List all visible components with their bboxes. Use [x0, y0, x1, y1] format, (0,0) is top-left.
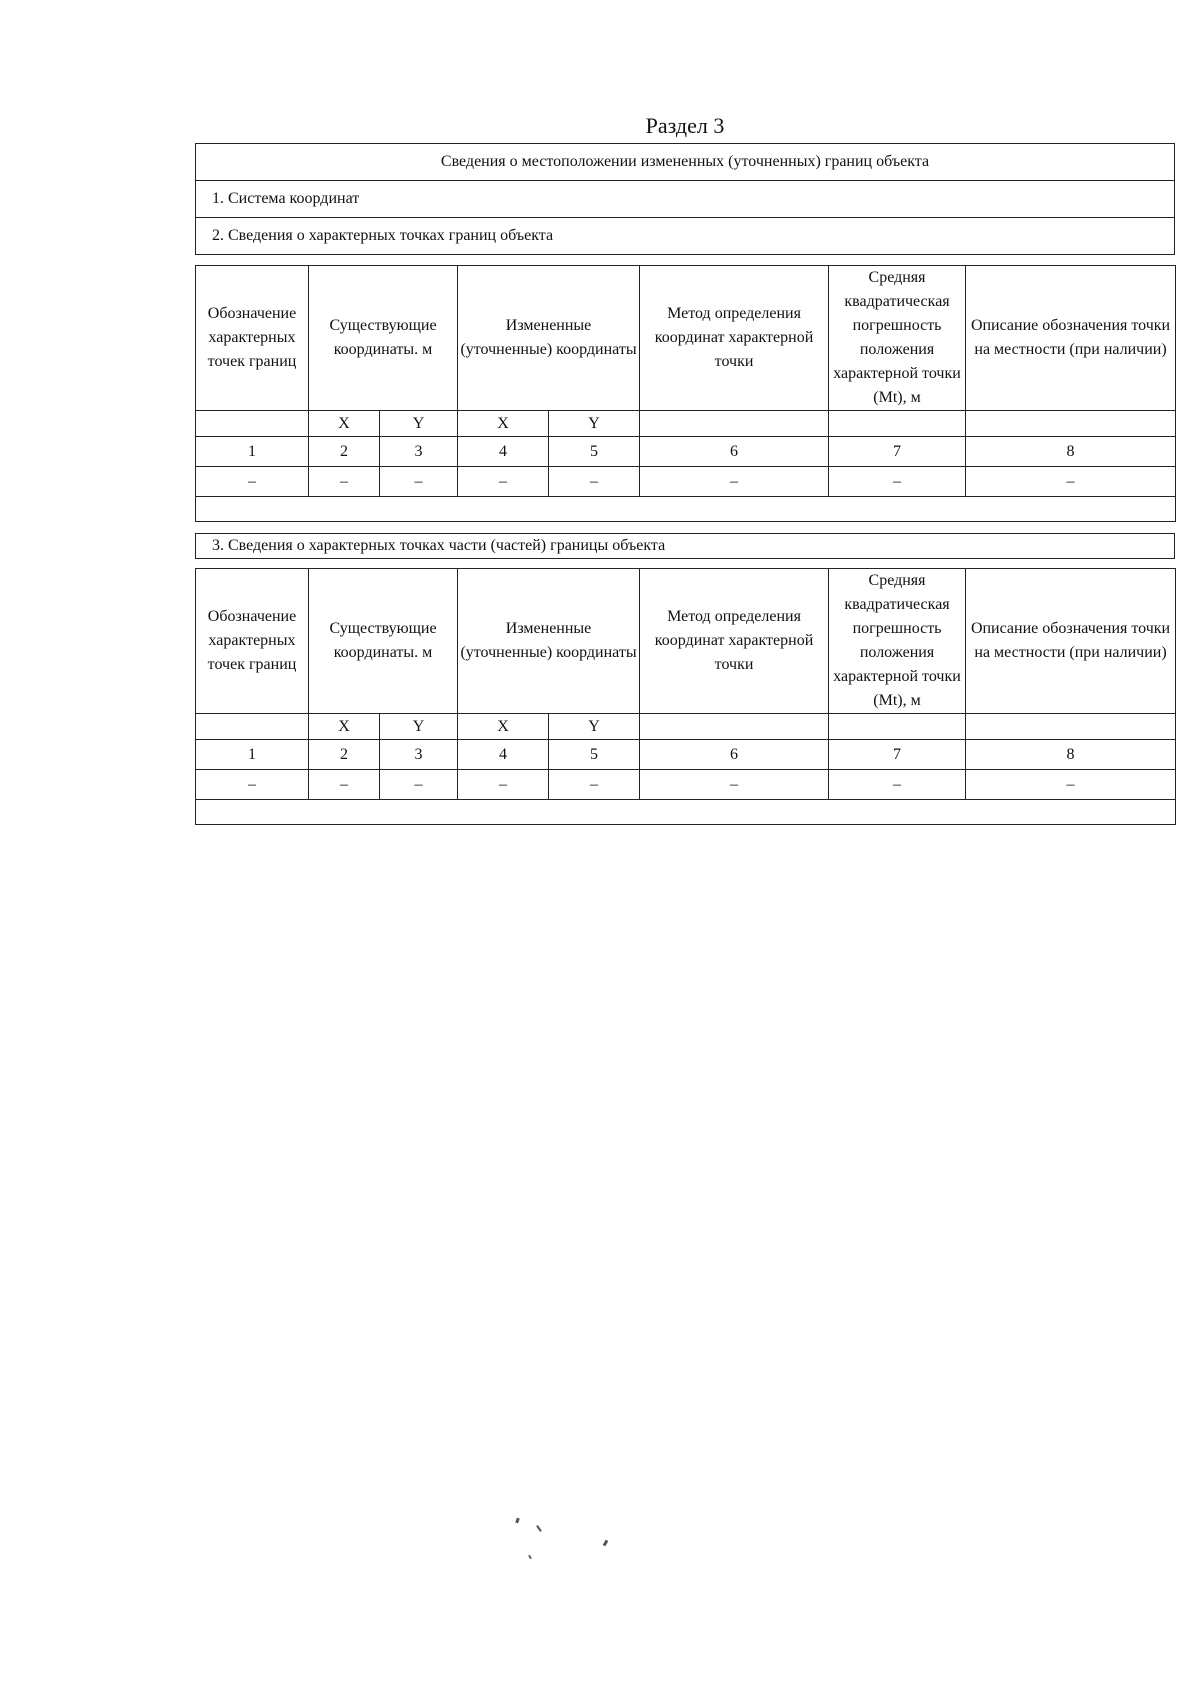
col-changed-header: Измененные (уточненные) координаты — [458, 569, 640, 714]
col-method-header: Метод определения координат характерной точки — [640, 266, 829, 411]
section-title: Раздел 3 — [645, 113, 725, 138]
xy-row — [196, 714, 1176, 740]
column-number: 2 — [309, 740, 380, 770]
dash-cell: – — [966, 770, 1176, 800]
dash-cell: – — [309, 467, 380, 497]
column-number: 8 — [966, 437, 1176, 467]
column-number: 7 — [829, 437, 966, 467]
column-number: 5 — [549, 437, 640, 467]
part-points-table — [195, 568, 1176, 825]
existing-x-header: X — [309, 714, 380, 740]
info-title: Сведения о местоположении измененных (уточненных) границ объекта — [196, 144, 1175, 181]
existing-y-header: Y — [380, 411, 458, 437]
xy-row — [196, 411, 1176, 437]
existing-x-header: X — [309, 411, 380, 437]
column-number: 4 — [458, 740, 549, 770]
column-number: 6 — [640, 740, 829, 770]
col-existing-header: Существующие координаты. м — [309, 266, 458, 411]
column-number: 2 — [309, 437, 380, 467]
boundary-points-table — [195, 265, 1176, 522]
part-heading: 3. Сведения о характерных точках части (частей) границы объекта — [196, 534, 1175, 559]
column-number-row — [196, 437, 1176, 467]
scan-speck — [515, 1518, 520, 1524]
changed-x-header: X — [458, 411, 549, 437]
column-number-row — [196, 740, 1176, 770]
dash-cell: – — [458, 467, 549, 497]
empty-row — [196, 800, 1176, 825]
dash-cell: – — [380, 770, 458, 800]
changed-x-header: X — [458, 714, 549, 740]
coord-system-label: 1. Система координат — [196, 181, 1175, 218]
col-description-header: Описание обозначения точки на местности (при наличии) — [966, 266, 1176, 411]
empty-row — [196, 497, 1176, 522]
changed-y-header: Y — [549, 411, 640, 437]
table-row — [196, 467, 1176, 497]
col-error-header: Средняя квадратическая погрешность положения характерной точки (Mt), м — [829, 266, 966, 411]
points-heading: 2. Сведения о характерных точках границ объекта — [196, 218, 1175, 255]
dash-cell: – — [196, 770, 309, 800]
column-number: 7 — [829, 740, 966, 770]
header-row — [196, 266, 1176, 411]
column-number: 1 — [196, 437, 309, 467]
col-changed-header: Измененные (уточненные) координаты — [458, 266, 640, 411]
dash-cell: – — [458, 770, 549, 800]
scan-speck — [603, 1540, 609, 1547]
column-number: 3 — [380, 740, 458, 770]
col-existing-header: Существующие координаты. м — [309, 569, 458, 714]
dash-cell: – — [309, 770, 380, 800]
column-number: 8 — [966, 740, 1176, 770]
column-number: 3 — [380, 437, 458, 467]
header-row — [196, 569, 1176, 714]
scan-speck — [528, 1555, 532, 1559]
existing-y-header: Y — [380, 714, 458, 740]
column-number: 1 — [196, 740, 309, 770]
dash-cell: – — [829, 467, 966, 497]
dash-cell: – — [549, 770, 640, 800]
dash-cell: – — [549, 467, 640, 497]
column-number: 6 — [640, 437, 829, 467]
col-designation-header: Обозначение характерных точек границ — [196, 569, 309, 714]
scan-speck — [536, 1525, 542, 1532]
column-number: 5 — [549, 740, 640, 770]
col-error-header: Средняя квадратическая погрешность положения характерной точки (Mt), м — [829, 569, 966, 714]
dash-cell: – — [966, 467, 1176, 497]
col-method-header: Метод определения координат характерной точки — [640, 569, 829, 714]
part-heading-table — [195, 533, 1175, 559]
col-designation-header: Обозначение характерных точек границ — [196, 266, 309, 411]
dash-cell: – — [380, 467, 458, 497]
column-number: 4 — [458, 437, 549, 467]
dash-cell: – — [640, 770, 829, 800]
col-description-header: Описание обозначения точки на местности (при наличии) — [966, 569, 1176, 714]
dash-cell: – — [829, 770, 966, 800]
info-table — [195, 143, 1175, 255]
dash-cell: – — [196, 467, 309, 497]
table-row — [196, 770, 1176, 800]
dash-cell: – — [640, 467, 829, 497]
changed-y-header: Y — [549, 714, 640, 740]
